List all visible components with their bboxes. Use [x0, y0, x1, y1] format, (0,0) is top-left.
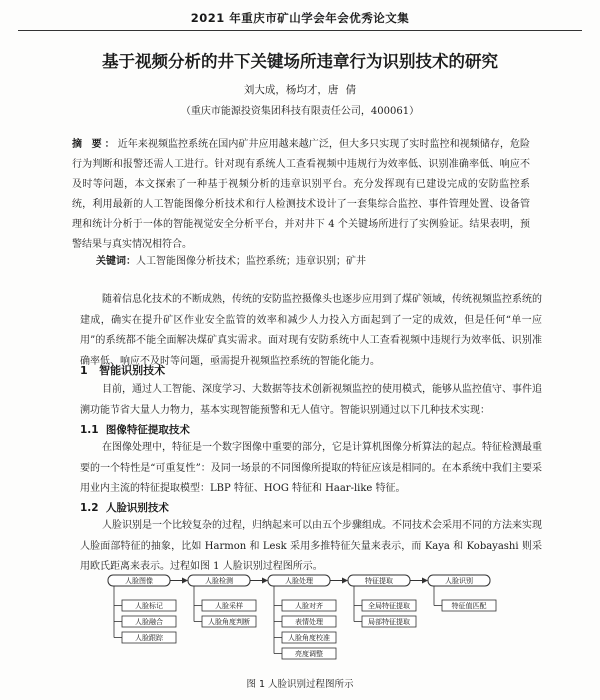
- section-1-1-title: 图像特征提取技术: [105, 424, 190, 436]
- item-label: 人脸对齐: [295, 602, 323, 610]
- keywords-text: 人工智能图像分析技术；监控系统；违章识别；矿井: [136, 256, 366, 267]
- item-label: 全局特征提取: [368, 602, 410, 610]
- section-1-number: 1: [80, 364, 88, 377]
- keywords-label: 关键词：: [96, 256, 136, 267]
- abstract: [72, 135, 530, 255]
- section-1-2-paragraph: 人脸识别是一个比较复杂的过程，归纳起来可以由五个步骤组成。不同技术会采用不同的方法来实现人脸面部特征的抽象，比如 Harmon 和 Lesk 采用多推特征矢量来表示，而 Kaya 和 Kobayashi 则采用欧氏距离来表示。过程如图 1 人脸识别过程图所示。: [80, 520, 542, 572]
- stage-2: [188, 575, 256, 627]
- section-1-heading: [80, 362, 165, 378]
- paper-title: 基于视频分析的井下关键场所违章行为识别技术的研究: [102, 52, 498, 71]
- item-label: 表情处理: [295, 618, 323, 626]
- stage-3: [268, 575, 336, 659]
- keywords: [96, 253, 536, 271]
- section-1-1-heading: [80, 422, 190, 437]
- abstract-text: 近年来视频监控系统在国内矿井应用越来越广泛，但大多只实现了实时监控和视频储存，危险行为判断和报警还需人工进行。针对现有系统人工查看视频中违规行为效率低、识别准确率低、响应不及时等问题，本文探索了一种基于视频分析的违章识别平台。充分发挥现有已建设完成的安防监控系统，利用最新的人工智能图像分析技术和行人检测技术设计了一套集综合监控、事件管理处置、设备管理和统计分析于一体的智能视觉安全分析平台，并对井下 4 个关键场所进行了实例验证。结果表明，预警结果与真实情况相符合。: [72, 139, 531, 250]
- item-label: 人脸角度校准: [288, 634, 330, 642]
- stage-1: [108, 575, 176, 643]
- item-label: 人脸融合: [135, 618, 163, 626]
- abstract-label: 摘 要：: [72, 139, 118, 150]
- section-1-title: 智能识别技术: [99, 364, 166, 377]
- item-label: 特征值匹配: [451, 602, 487, 610]
- section-1-2-number: 1.2: [80, 502, 99, 514]
- item-label: 亮度调整: [295, 650, 323, 658]
- section-1-paragraph: 目前，通过人工智能、深度学习、大数据等技术创新视频监控的使用模式，能够从监控值守、事件追溯功能节省大量人力物力，基本实现智能预警和无人值守。智能识别通过以下几种技术实现：: [80, 384, 542, 416]
- item-label: 人脸角度判断: [208, 618, 250, 626]
- stage-title: 特征提取: [365, 577, 393, 585]
- item-label: 人脸跟踪: [135, 634, 163, 642]
- item-label: 局部特征提取: [368, 618, 410, 626]
- section-1-1-paragraph: 在图像处理中，特征是一个数字图像中重要的部分，它是计算机图像分析算法的起点。特征检测最重要的一个特性是“可重复性”：及同一场景的不同图像所提取的特征应该是相同的。在本系统中我们主要采用业内主流的特征提取模型：LBP 特征、HOG 特征和 Haar-like 特征。: [80, 442, 542, 494]
- header-rule: [18, 30, 582, 31]
- stage-title: 人脸处理: [285, 577, 313, 585]
- paper-affiliation: （重庆市能源投资集团科技有限责任公司，400061）: [180, 106, 420, 117]
- stage-title: 人脸图像: [125, 577, 153, 585]
- section-1-2-heading: [80, 500, 169, 515]
- running-header: 2021 年重庆市矿山学会年会优秀论文集: [190, 11, 410, 25]
- stage-4: [348, 575, 416, 627]
- item-label: 人脸采样: [215, 602, 243, 610]
- item-label: 人脸标记: [135, 602, 163, 610]
- section-1-2-title: 人脸识别技术: [105, 502, 169, 514]
- figure-1-caption: 图 1 人脸识别过程图所示: [246, 679, 354, 690]
- stage-title: 人脸检测: [205, 577, 233, 585]
- face-recognition-flow-diagram: [100, 566, 500, 674]
- stage-title: 人脸识别: [445, 577, 473, 585]
- stage-5: [428, 575, 496, 611]
- section-1-1-number: 1.1: [80, 424, 99, 436]
- paper-authors: 刘大成，杨均才，唐 倩: [243, 84, 357, 96]
- intro-paragraph: 随着信息化技术的不断成熟，传统的安防监控摄像头也逐步应用到了煤矿领域，传统视频监控系统的建成，确实在提升矿区作业安全监管的效率和减少人力投入方面起到了一定的成效，但是任何“单一应用”的系统都不能全面解决煤矿真实需求。面对现有安防系统中人工查看视频中违规行为效率低、识别准确率低、响应不及时等问题，亟需提升视频监控系统的智能化能力。: [80, 294, 542, 367]
